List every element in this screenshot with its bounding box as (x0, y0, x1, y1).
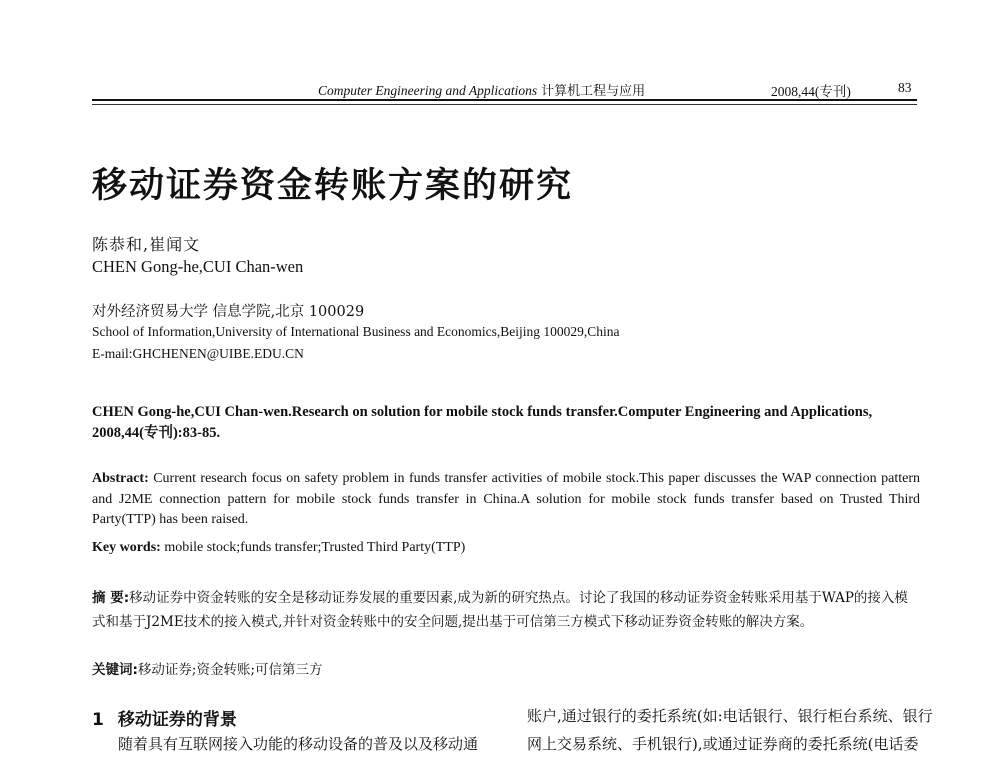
body-text-right-line2: 网上交易系统、手机银行),或通过证券商的委托系统(电话委 (527, 735, 919, 753)
header-rule-thin (92, 104, 917, 105)
abstract-cn (92, 586, 920, 634)
abstract-label: Abstract: (92, 471, 149, 486)
keywords-cn (92, 658, 323, 678)
journal-name-cn: 计算机工程与应用 (541, 84, 646, 99)
keywords-label: Key words: (92, 540, 161, 555)
running-header-journal (318, 80, 645, 99)
section-title: 移动证券的背景 (117, 710, 237, 730)
page-number: 83 (898, 80, 912, 95)
abstract-cn-text: 移动证券中资金转账的安全是移动证券发展的重要因素,成为新的研究热点。讨论了我国的移动证券资金转账采用基于WAP的接入模式和基于J2ME技术的接入模式,并针对资金转账中的安全问题,提出基于可信第三方模式下移动证券资金转账的解决方案。 (92, 590, 908, 630)
abstract-en (92, 469, 920, 531)
body-text-left: 随着具有互联网接入功能的移动设备的普及以及移动通 (118, 735, 479, 753)
authors-en: CHEN Gong-he,CUI Chan-wen (92, 257, 304, 276)
abstract-cn-label: 摘 要: (92, 590, 130, 606)
keywords-text: mobile stock;funds transfer;Trusted Third Party(TTP) (164, 540, 466, 555)
affiliation-cn: 对外经济贸易大学 信息学院,北京 100029 (92, 304, 365, 320)
keywords-cn-text: 移动证券;资金转账;可信第三方 (137, 662, 323, 678)
authors-cn: 陈恭和,崔闻文 (92, 235, 201, 254)
journal-name-en: Computer Engineering and Applications (318, 83, 538, 98)
keywords-en (92, 540, 465, 556)
author-email: E-mail:GHCHENEN@UIBE.EDU.CN (92, 346, 304, 361)
abstract-text: Current research focus on safety problem in funds transfer activities of mobile stock.This paper discusses the WAP connection pattern and J2ME connection pattern for mobile stock funds transfer in China.A solution for mobile stock funds transfer based on Trusted Third Party(TTP) has been raised. (92, 471, 920, 527)
header-rule (92, 99, 917, 101)
running-header-volume: 2008,44(专刊) (771, 84, 851, 99)
keywords-cn-label: 关键词: (92, 662, 138, 678)
citation: CHEN Gong-he,CUI Chan-wen.Research on solution for mobile stock funds transfer.Computer Engineering and Applications, 2008,44(专刊):83-85. (92, 404, 873, 441)
body-text-right-line1: 账户,通过银行的委托系统(如:电话银行、银行柜台系统、银行 (527, 707, 933, 725)
section-heading (92, 705, 237, 730)
paper-title: 移动证券资金转账方案的研究 (92, 165, 574, 206)
affiliation-en: School of Information,University of International Business and Economics,Beijing 100029,China (92, 324, 620, 339)
section-number: 1 (92, 710, 104, 730)
